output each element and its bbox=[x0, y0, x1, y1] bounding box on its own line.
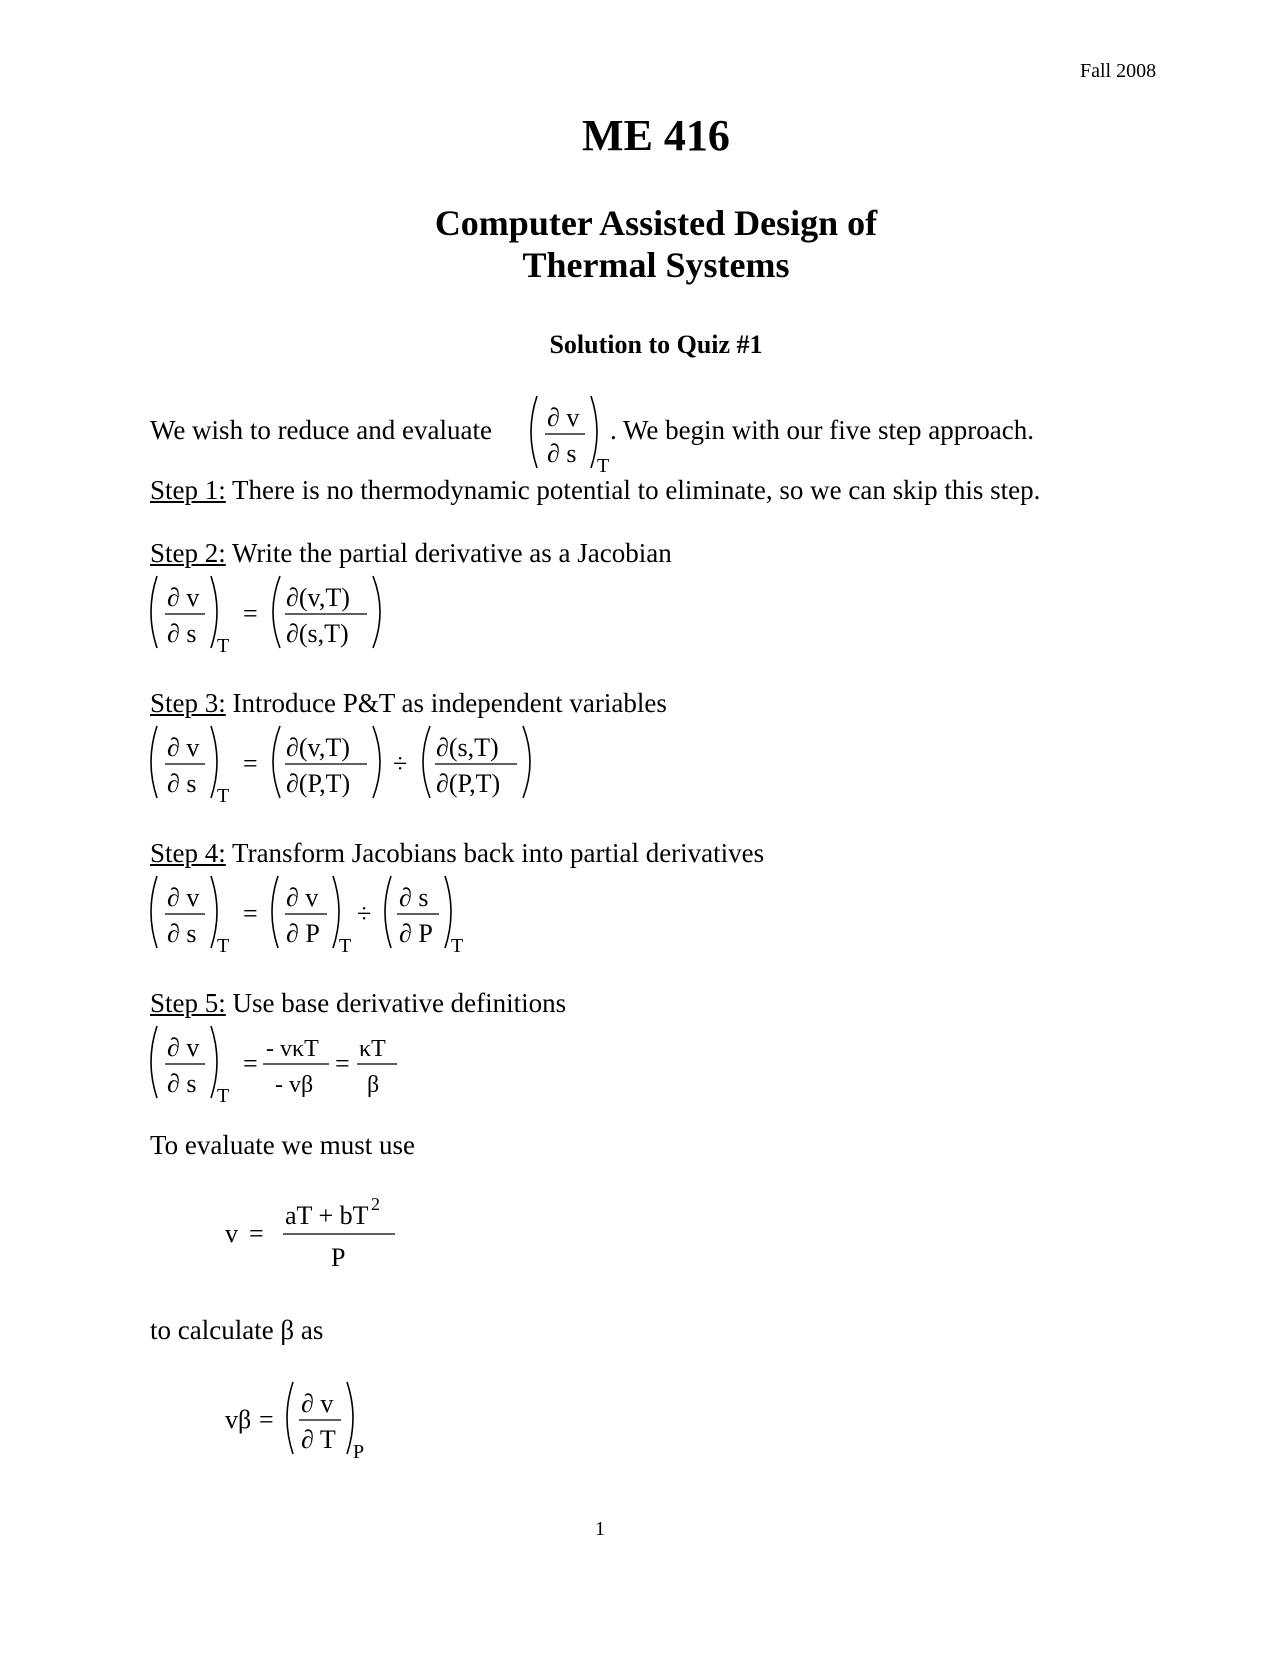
subscript-T: T bbox=[597, 455, 610, 477]
course-title bbox=[0, 202, 1280, 286]
den-dP: ∂ P bbox=[399, 919, 433, 948]
vbeta-equation bbox=[225, 1378, 425, 1468]
step-4-text: Transform Jacobians back into partial derivatives bbox=[225, 838, 765, 868]
step-1-label: Step 1: bbox=[150, 475, 226, 505]
num-dv: ∂ v bbox=[167, 583, 200, 612]
den-ds: ∂ s bbox=[547, 439, 577, 468]
term-label: Fall 2008 bbox=[1080, 60, 1157, 82]
equals-sign: = bbox=[249, 1219, 264, 1248]
equals-sign: = bbox=[243, 1049, 258, 1078]
step-2-equation bbox=[145, 572, 545, 662]
subscript-T: T bbox=[217, 635, 230, 657]
jacobian-sT: ∂(s,T) bbox=[436, 733, 499, 762]
beta: β bbox=[367, 1072, 380, 1098]
quiz-title: Solution to Quiz #1 bbox=[549, 330, 763, 359]
step-4-label: Step 4: bbox=[150, 838, 226, 868]
step-3-label: Step 3: bbox=[150, 688, 226, 718]
jacobian-vT: ∂(v,T) bbox=[286, 733, 350, 762]
subscript-T: T bbox=[217, 935, 230, 957]
page-number: 1 bbox=[595, 1518, 605, 1540]
den-ds: ∂ s bbox=[167, 1069, 197, 1098]
kappa-T: κT bbox=[359, 1036, 386, 1062]
num-dv: ∂ v bbox=[167, 1033, 200, 1062]
equals-sign: = bbox=[243, 749, 258, 778]
v-denominator: P bbox=[331, 1243, 346, 1272]
num-ds: ∂ s bbox=[399, 883, 429, 912]
den-ds: ∂ s bbox=[167, 919, 197, 948]
jacobian-PT: ∂(P,T) bbox=[286, 769, 351, 798]
step-2-text: Write the partial derivative as a Jacobian bbox=[225, 538, 672, 568]
step-5-equation bbox=[145, 1022, 545, 1112]
v-lhs: v bbox=[225, 1219, 238, 1248]
den-ds: ∂ s bbox=[167, 769, 197, 798]
num-dv: ∂ v bbox=[301, 1389, 334, 1418]
step-5-text: Use base derivative definitions bbox=[225, 988, 567, 1018]
subscript-T: T bbox=[217, 1085, 230, 1107]
step-2-label: Step 2: bbox=[150, 538, 226, 568]
step-3 bbox=[150, 688, 667, 719]
v-beta: vβ bbox=[225, 1405, 252, 1434]
divide-sign: ÷ bbox=[393, 749, 408, 778]
jacobian-PT: ∂(P,T) bbox=[436, 769, 501, 798]
step-3-text: Introduce P&T as independent variables bbox=[225, 688, 667, 718]
step-1-text: There is no thermodynamic potential to eliminate, so we can skip this step. bbox=[225, 475, 1041, 505]
step-4 bbox=[150, 838, 764, 869]
subscript-P: P bbox=[353, 1441, 365, 1463]
subscript-T: T bbox=[339, 935, 352, 957]
subscript-T: T bbox=[217, 785, 230, 807]
equals-sign: = bbox=[335, 1049, 350, 1078]
course-title-line2: Thermal Systems bbox=[522, 245, 790, 285]
volume-equation bbox=[225, 1192, 425, 1282]
den-ds: ∂ s bbox=[167, 619, 197, 648]
intro-text-after: . We begin with our five step approach. bbox=[610, 415, 1034, 445]
jacobian-vT: ∂(v,T) bbox=[286, 583, 350, 612]
equals-sign: = bbox=[259, 1405, 274, 1434]
num-dv: ∂ v bbox=[167, 883, 200, 912]
neg-v-kappa: - vκT bbox=[266, 1036, 319, 1062]
v-exponent: 2 bbox=[371, 1194, 380, 1214]
course-code: ME 416 bbox=[582, 111, 730, 160]
equals-sign: = bbox=[243, 899, 258, 928]
to-evaluate-text: To evaluate we must use bbox=[150, 1130, 416, 1160]
neg-v-beta: - vβ bbox=[275, 1072, 314, 1098]
step-5 bbox=[150, 988, 566, 1019]
step-1 bbox=[150, 475, 1040, 506]
equals-sign: = bbox=[243, 599, 258, 628]
step-2 bbox=[150, 538, 672, 569]
num-dv: ∂ v bbox=[547, 403, 580, 432]
jacobian-sT: ∂(s,T) bbox=[286, 619, 349, 648]
num-dv: ∂ v bbox=[167, 733, 200, 762]
v-numerator: aT + bT bbox=[285, 1201, 369, 1230]
step-5-label: Step 5: bbox=[150, 988, 226, 1018]
den-dP: ∂ P bbox=[286, 919, 320, 948]
course-title-line1: Computer Assisted Design of bbox=[434, 203, 878, 243]
divide-sign: ÷ bbox=[357, 899, 372, 928]
intro-text-before: We wish to reduce and evaluate bbox=[150, 415, 492, 445]
subscript-T: T bbox=[451, 935, 464, 957]
step-3-equation bbox=[145, 722, 645, 812]
den-dT: ∂ T bbox=[301, 1425, 336, 1454]
num-dv: ∂ v bbox=[286, 883, 319, 912]
to-calculate-text: to calculate β as bbox=[150, 1315, 324, 1345]
step-4-equation bbox=[145, 872, 545, 962]
